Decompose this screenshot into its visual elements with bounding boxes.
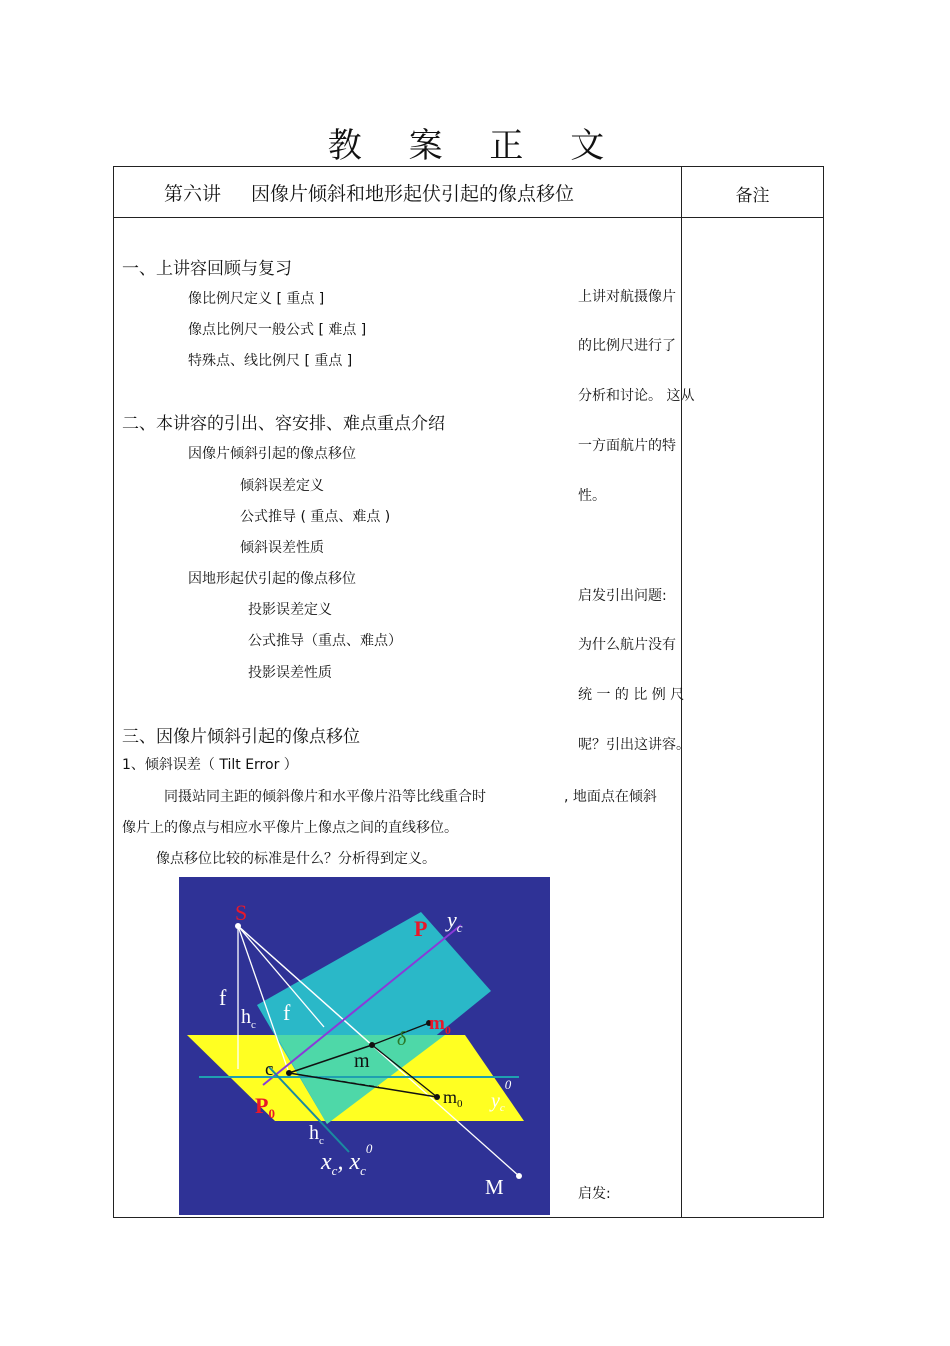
label-m-ground: M xyxy=(485,1175,504,1199)
ground-point xyxy=(516,1173,522,1179)
outline-item: 倾斜误差定义 xyxy=(240,478,324,494)
remark-line: 的比例尺进行了 xyxy=(578,338,676,354)
review-item: 像比例尺定义 [ 重点 ] xyxy=(188,291,325,307)
definition-text-1a: 同摄站同主距的倾斜像片和水平像片沿等比线重合时 xyxy=(164,789,486,805)
m0-ground-point xyxy=(434,1094,440,1100)
remark-question: 统 一 的 比 例 尺 xyxy=(578,687,685,703)
lecture-number: 第六讲 xyxy=(164,183,222,205)
outline-topic-b: 因地形起伏引起的像点移位 xyxy=(188,571,356,587)
tilt-error-diagram xyxy=(179,877,550,1215)
remark-question: 为什么航片没有 xyxy=(578,637,676,653)
lesson-table xyxy=(113,166,824,1218)
c-point xyxy=(286,1070,292,1076)
label-yc: $y_c$ xyxy=(447,907,463,935)
section-3-heading: 三、因像片倾斜引起的像点移位 xyxy=(122,727,360,747)
remark-line: 上讲对航摄像片 xyxy=(578,289,676,305)
review-item: 像点比例尺一般公式 [ 难点 ] xyxy=(188,322,367,338)
label-f-left: f xyxy=(219,985,227,1010)
review-item: 特殊点、线比例尺 [ 重点 ] xyxy=(188,353,353,369)
header-divider xyxy=(114,217,823,218)
label-delta: δ xyxy=(397,1028,407,1050)
label-m0-ground: $m_0$ xyxy=(443,1087,463,1110)
remark-header: 备注 xyxy=(735,186,770,206)
remark-line: 分析和讨论。 这从 xyxy=(578,388,695,404)
remark-question: 呢？引出这讲容。 xyxy=(578,737,690,753)
outline-item: 公式推导（重点、难点） xyxy=(248,633,402,649)
label-m: m xyxy=(354,1050,370,1072)
question-text: 像点移位比较的标准是什么？分析得到定义。 xyxy=(156,851,436,867)
definition-text-1b: , 地面点在倾斜 xyxy=(564,789,657,805)
outline-item: 投影误差性质 xyxy=(248,665,332,681)
label-f-right: f xyxy=(283,1000,291,1025)
lecture-title xyxy=(164,179,574,206)
section-1-heading: 一、上讲容回顾与复习 xyxy=(122,259,292,279)
label-c: c xyxy=(265,1059,274,1080)
m-point xyxy=(369,1042,375,1048)
label-p: P xyxy=(414,916,428,941)
outline-item: 公式推导 ( 重点、难点 ) xyxy=(240,509,391,525)
lecture-topic: 因像片倾斜和地形起伏引起的像点移位 xyxy=(251,183,575,205)
outline-item: 倾斜误差性质 xyxy=(240,540,324,556)
remark-line: 性。 xyxy=(578,488,606,504)
label-m0: $m_0$ xyxy=(429,1013,451,1037)
label-xc: $x_c$, $x_c^0$ xyxy=(321,1141,373,1178)
remark-question: 启发引出问题: xyxy=(578,588,667,604)
label-hc: $h_c$ xyxy=(241,1006,256,1031)
label-p0: $P_0$ xyxy=(255,1093,275,1121)
remark-line: 一方面航片的特 xyxy=(578,438,676,454)
page-title: 教 案 正 文 xyxy=(327,126,623,166)
remark-last: 启发: xyxy=(578,1186,611,1202)
definition-text-2: 像片上的像点与相应水平像片上像点之间的直线移位。 xyxy=(122,820,458,836)
label-yc0: $y_c^0$ xyxy=(491,1077,512,1114)
section-2-heading: 二、本讲容的引出、容安排、难点重点介绍 xyxy=(122,414,445,434)
outline-topic-a: 因像片倾斜引起的像点移位 xyxy=(188,446,356,462)
label-hc-bottom: $h_c$ xyxy=(309,1122,324,1147)
subsection-heading: 1、倾斜误差（ Tilt Error ） xyxy=(122,757,298,773)
label-s: S xyxy=(235,900,248,925)
outline-item: 投影误差定义 xyxy=(248,602,332,618)
